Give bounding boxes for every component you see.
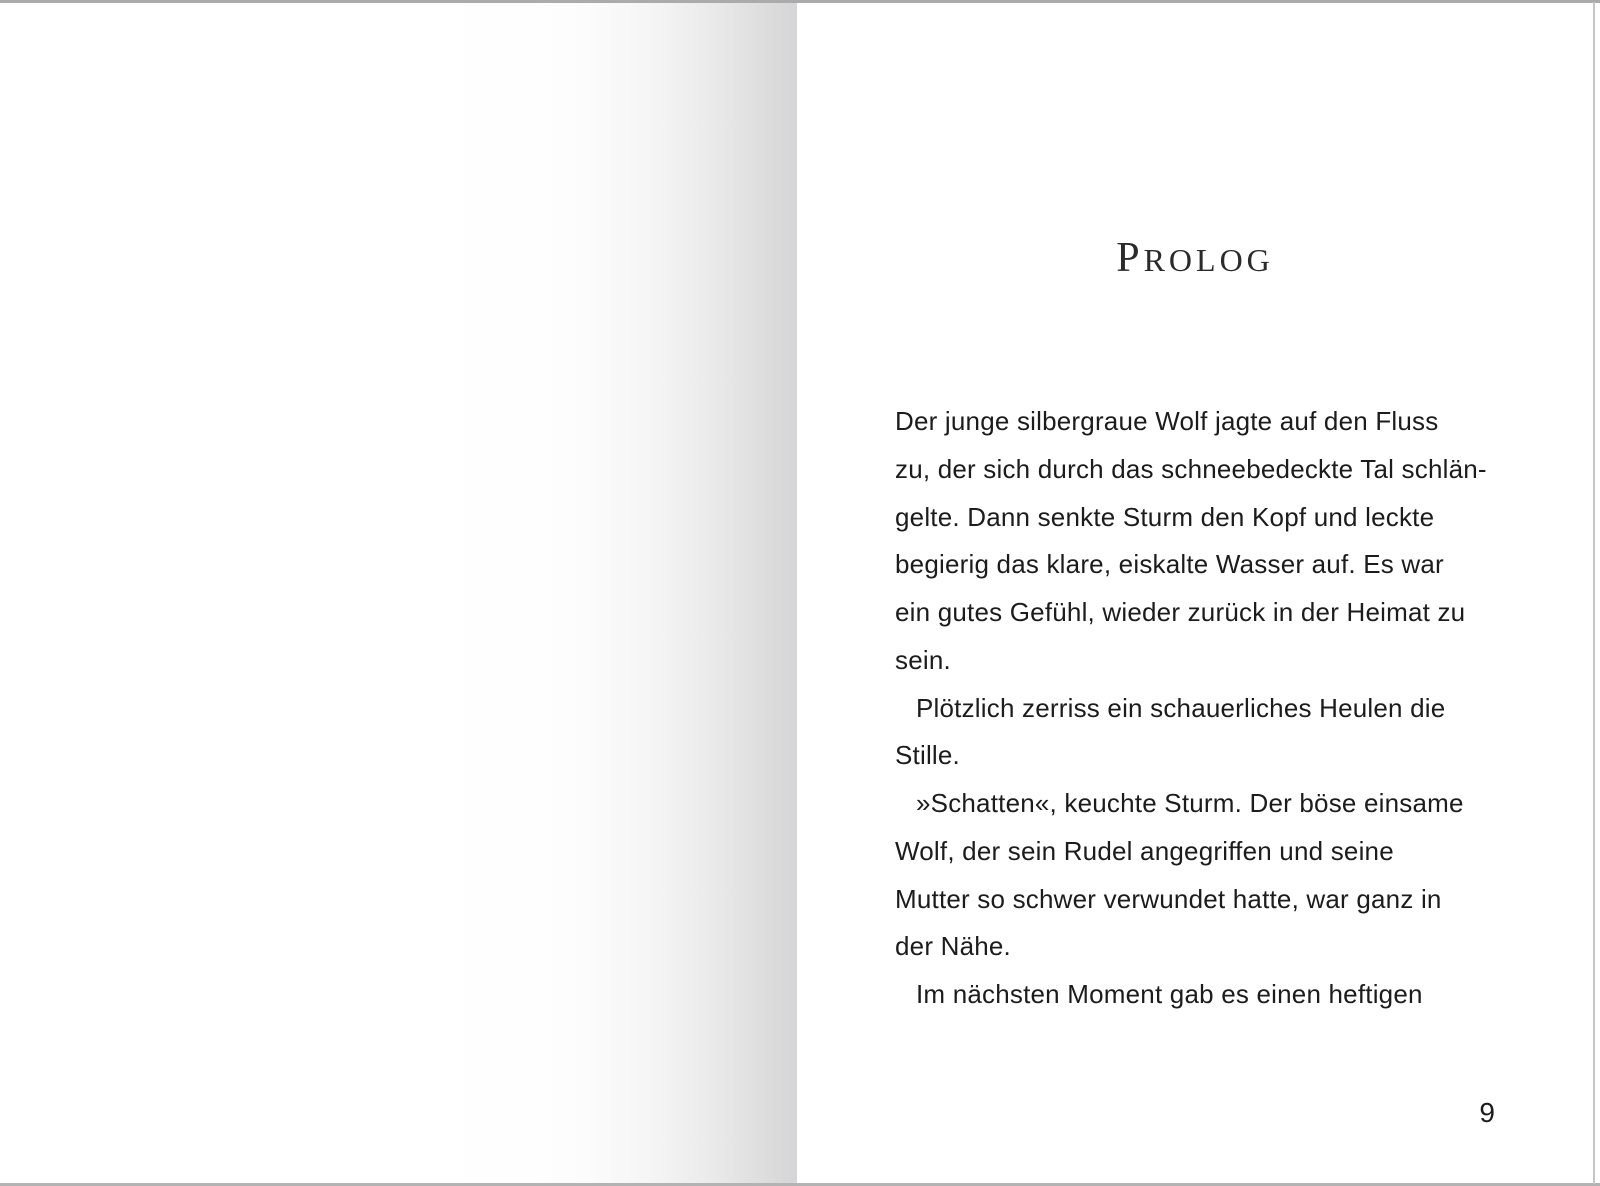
page-number: 9	[1479, 1097, 1495, 1128]
body-text-line: Stille.	[895, 740, 960, 771]
body-text-line: Mutter so schwer verwundet hatte, war ganz in	[895, 883, 1442, 914]
body-text-line: Plötzlich zerriss ein schauerliches Heulen die	[916, 692, 1446, 723]
scan-border-right	[1593, 2, 1595, 1184]
body-text-line: der Nähe.	[895, 931, 1011, 962]
body-text-line: gelte. Dann senkte Sturm den Kopf und leckte	[895, 501, 1435, 532]
body-text-line: begierig das klare, eiskalte Wasser auf. Es war	[895, 549, 1444, 580]
body-text-line: Im nächsten Moment gab es einen heftigen	[916, 979, 1423, 1009]
body-text-line: zu, der sich durch das schneebedeckte Tal schlän-	[895, 453, 1487, 484]
scan-border-top	[0, 0, 1600, 3]
chapter-heading-rest: ROLOG	[1143, 242, 1274, 278]
body-text-line: »Schatten«, keuchte Sturm. Der böse einsame	[916, 788, 1464, 818]
chapter-heading-initial: P	[1116, 235, 1144, 281]
body-text-line: Wolf, der sein Rudel angegriffen und seine	[895, 835, 1394, 866]
body-text	[895, 398, 1495, 1019]
left-page-blank	[0, 3, 797, 1183]
body-text-line: ein gutes Gefühl, wieder zurück in der Heimat zu	[895, 597, 1466, 627]
chapter-heading	[895, 237, 1495, 279]
body-text-line: Der junge silbergraue Wolf jagte auf den Fluss	[895, 406, 1439, 436]
right-page	[797, 3, 1593, 1183]
body-text-line: sein.	[895, 644, 951, 675]
